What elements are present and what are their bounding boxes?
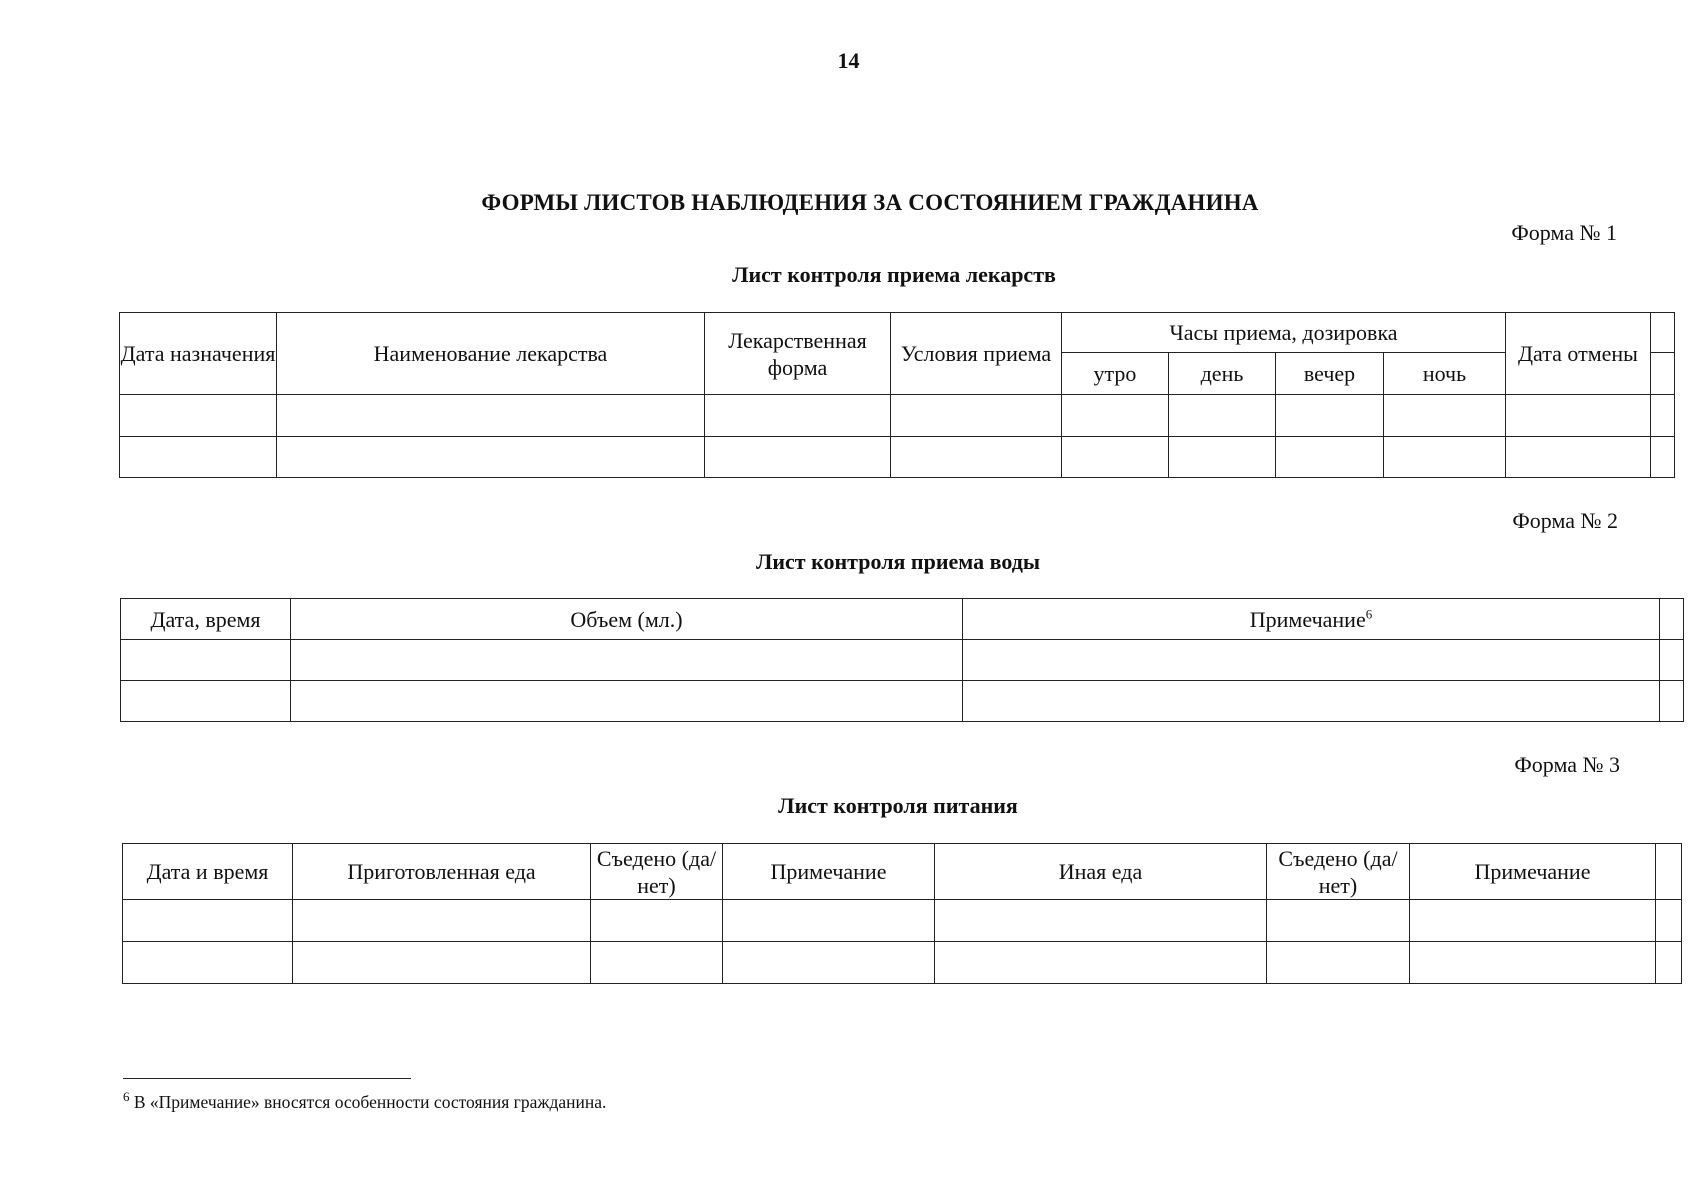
form-1-label: Форма № 1	[1511, 220, 1617, 245]
edge-cell	[1656, 844, 1682, 900]
header-datetime: Дата, время	[121, 599, 291, 640]
footnote-ref: 6	[1365, 606, 1373, 622]
footnote-marker: 6	[123, 1089, 130, 1105]
edge-cell	[1660, 599, 1684, 640]
header-volume: Объем (мл.)	[291, 599, 963, 640]
table-row	[120, 437, 1675, 478]
table-row	[120, 395, 1675, 437]
header-date-assigned: Дата назначения	[120, 313, 277, 395]
header-date-cancel: Дата отмены	[1506, 313, 1651, 395]
header-drug-name: Наименование лекарства	[277, 313, 705, 395]
header-conditions: Условия приема	[891, 313, 1062, 395]
table-row	[121, 681, 1684, 722]
table-row	[121, 640, 1684, 681]
header-eaten-other: Съедено (да/нет)	[1267, 844, 1410, 900]
header-note: Примечание$^6$	[963, 599, 1660, 640]
table-row	[123, 942, 1682, 984]
header-note: Примечание	[723, 844, 935, 900]
water-control-table	[120, 598, 1684, 722]
header-night: ночь	[1384, 353, 1506, 395]
footnote-text: В «Примечание» вносятся особенности состояния гражданина.	[129, 1092, 607, 1112]
table-row	[123, 900, 1682, 942]
header-other-food: Иная еда	[935, 844, 1267, 900]
page-number: 14	[837, 48, 860, 73]
header-evening: вечер	[1276, 353, 1384, 395]
document-title: ФОРМЫ ЛИСТОВ НАБЛЮДЕНИЯ ЗА СОСТОЯНИЕМ ГРАЖДАНИНА	[481, 190, 1259, 215]
header-morning: утро	[1062, 353, 1169, 395]
form-2-title: Лист контроля приема воды	[755, 549, 1041, 574]
header-intake-hours: Часы приема, дозировка	[1062, 313, 1506, 353]
header-datetime: Дата и время	[123, 844, 293, 900]
edge-cell	[1651, 313, 1675, 353]
form-3-title: Лист контроля питания	[778, 793, 1018, 818]
header-note-other: Примечание	[1410, 844, 1656, 900]
medication-control-table	[119, 312, 1675, 478]
header-eaten: Съедено (да/нет)	[591, 844, 723, 900]
header-drug-form: Лекарственная форма	[705, 313, 891, 395]
form-1-title: Лист контроля приема лекарств	[732, 262, 1056, 287]
form-2-label: Форма № 2	[1512, 508, 1618, 533]
nutrition-control-table	[122, 843, 1682, 984]
edge-cell	[1651, 353, 1675, 395]
footnote	[123, 1089, 607, 1113]
header-cooked-food: Приготовленная еда	[293, 844, 591, 900]
form-3-label: Форма № 3	[1514, 752, 1620, 777]
footnote-separator	[123, 1078, 411, 1079]
header-day: день	[1169, 353, 1276, 395]
